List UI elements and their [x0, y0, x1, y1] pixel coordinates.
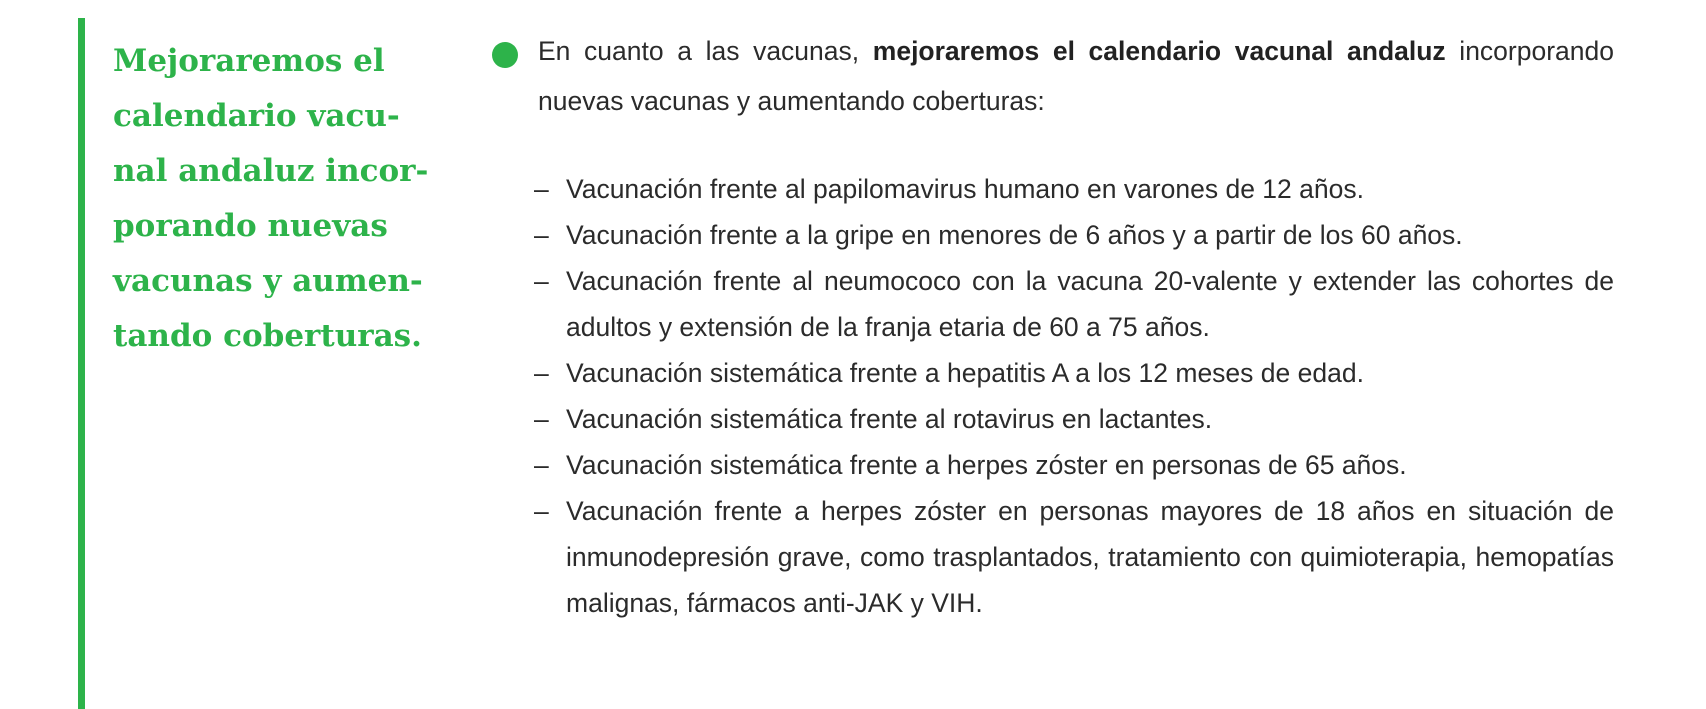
- sidebar-heading: [113, 34, 473, 364]
- list-item: [534, 166, 1614, 212]
- intro-rest: incorporando nuevas vacunas y aumentando coberturas:: [538, 36, 1614, 116]
- list-item-text: Vacunación frente al papilomavirus humano en varones de 12 años.: [566, 174, 1364, 204]
- list-item: [534, 396, 1614, 442]
- dash-marker: –: [534, 220, 549, 250]
- list-item: [534, 350, 1614, 396]
- sidebar-heading-line: tando coberturas.: [113, 318, 422, 354]
- list-item-text: Vacunación frente al neumococo con la vacuna 20-valente y extender las cohortes de adultos y extensión de la franja etaria de 60 a 75 años.: [566, 266, 1614, 342]
- dash-marker: –: [534, 174, 549, 204]
- list-item: [534, 212, 1614, 258]
- vaccine-list: [534, 166, 1614, 626]
- dash-marker: –: [534, 450, 549, 480]
- list-item-text: Vacunación frente a herpes zóster en personas mayores de 18 años en situación de inmunodepresión grave, como trasplantados, tratamiento con quimioterapia, hemopatías malignas, fármacos anti-JAK y VIH.: [566, 496, 1614, 618]
- list-item: [534, 258, 1614, 350]
- main-content: [534, 26, 1614, 626]
- sidebar-heading-line: vacunas y aumen-: [113, 263, 423, 299]
- green-bullet-icon: [492, 42, 518, 68]
- list-item-text: Vacunación sistemática frente a hepatitis A a los 12 meses de edad.: [566, 358, 1364, 388]
- list-item: [534, 488, 1614, 626]
- sidebar-heading-line: nal andaluz incor-: [113, 153, 429, 189]
- sidebar-heading-line: calendario vacu-: [113, 98, 400, 134]
- list-item: [534, 442, 1614, 488]
- intro-paragraph: [538, 26, 1614, 126]
- accent-bar: [78, 18, 85, 709]
- dash-marker: –: [534, 404, 549, 434]
- sidebar-heading-line: Mejoraremos el: [113, 43, 385, 79]
- intro-bold: mejoraremos el calendario vacunal andaluz: [872, 36, 1446, 66]
- list-item-text: Vacunación frente a la gripe en menores de 6 años y a partir de los 60 años.: [566, 220, 1463, 250]
- list-item-text: Vacunación sistemática frente al rotavirus en lactantes.: [566, 404, 1213, 434]
- dash-marker: –: [534, 358, 549, 388]
- sidebar-heading-line: porando nuevas: [113, 208, 388, 244]
- dash-marker: –: [534, 266, 549, 296]
- dash-marker: –: [534, 496, 549, 526]
- intro-lead: En cuanto a las vacunas,: [538, 36, 873, 66]
- list-item-text: Vacunación sistemática frente a herpes zóster en personas de 65 años.: [566, 450, 1407, 480]
